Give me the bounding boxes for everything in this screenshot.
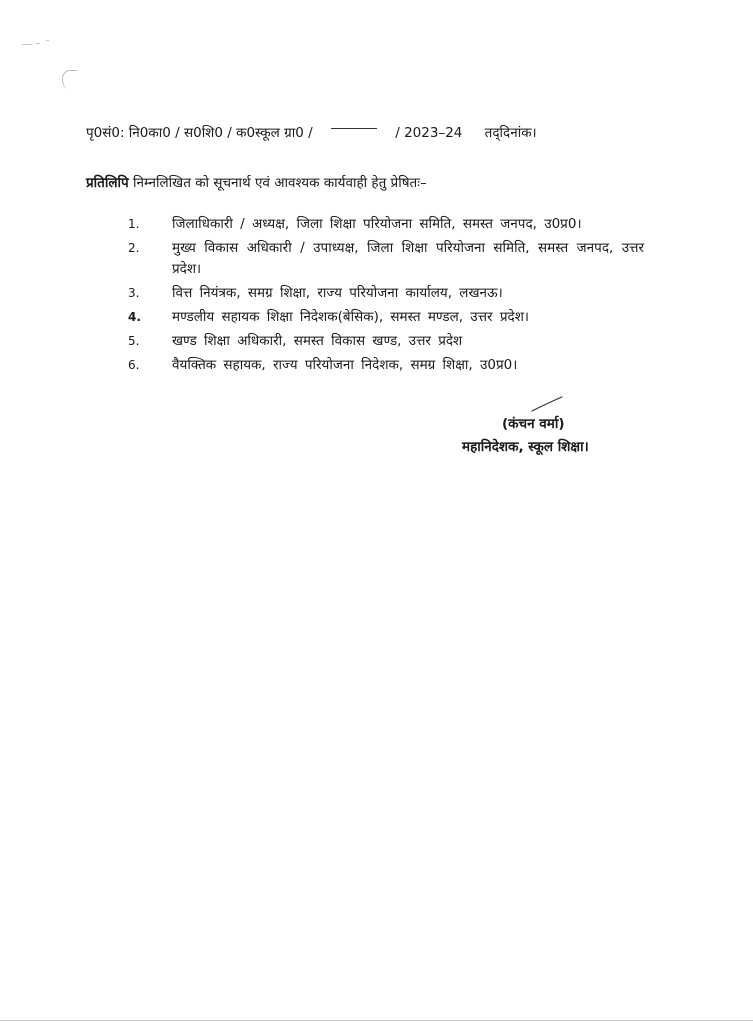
page-edge-line	[0, 1020, 753, 1021]
list-item-text: वैयक्तिक सहायक, राज्य परियोजना निदेशक, समग्र शिक्षा, उ0प्र0।	[172, 357, 518, 373]
list-item-number: 4.	[128, 310, 141, 324]
scan-speck	[22, 44, 32, 45]
list-item-number: 3.	[128, 286, 140, 300]
list-item-number: 6.	[128, 358, 140, 372]
copy-to-line	[86, 173, 427, 191]
list-item-number: 5.	[128, 334, 140, 348]
scan-speck	[46, 40, 49, 41]
signatory-designation: महानिदेशक, स्कूल शिक्षा।	[462, 439, 589, 455]
list-item	[128, 238, 644, 280]
list-item-text: जिलाधिकारी / अध्यक्ष, जिला शिक्षा परियोजना समिति, समस्त जनपद, उ0प्र0।	[172, 216, 582, 232]
list-item	[128, 331, 644, 352]
list-item-text: मण्डलीय सहायक शिक्षा निदेशक(बेसिक), समस्त मण्डल, उत्तर प्रदेश।	[172, 309, 529, 325]
recipient-list	[128, 214, 644, 379]
list-item-number: 1.	[128, 217, 140, 231]
list-item	[128, 355, 644, 376]
signatory-name: (कंचन वर्मा)	[502, 416, 565, 432]
list-item-text: खण्ड शिक्षा अधिकारी, समस्त विकास खण्ड, उत्तर प्रदेश	[172, 333, 463, 349]
list-item	[128, 283, 644, 304]
signature-mark	[530, 395, 564, 413]
reference-date: तद्‌दिनांक।	[484, 125, 537, 141]
copy-to-lead: प्रतिलिपि	[86, 175, 129, 191]
reference-number: पृ0सं0: नि0का0 / स0शि0 / क0स्कूल ग्रा0 /	[86, 125, 313, 141]
reference-blank	[331, 128, 377, 129]
list-item	[128, 214, 644, 235]
list-item-text: वित्त नियंत्रक, समग्र शिक्षा, राज्य परियोजना कार्यालय, लखनऊ।	[172, 285, 503, 301]
reference-line	[86, 123, 537, 141]
scan-mark	[62, 70, 77, 89]
list-item	[128, 307, 644, 328]
list-item-text: मुख्य विकास अधिकारी / उपाध्यक्ष, जिला शिक्षा परियोजना समिति, समस्त जनपद, उत्तर प्रदेश।	[172, 240, 644, 277]
copy-to-text: निम्नलिखित को सूचनार्थ एवं आवश्यक कार्यवाही हेतु प्रेषितः–	[132, 175, 427, 191]
reference-year: / 2023–24	[395, 125, 463, 141]
list-item-number: 2.	[128, 241, 140, 255]
scan-speck	[36, 43, 40, 44]
